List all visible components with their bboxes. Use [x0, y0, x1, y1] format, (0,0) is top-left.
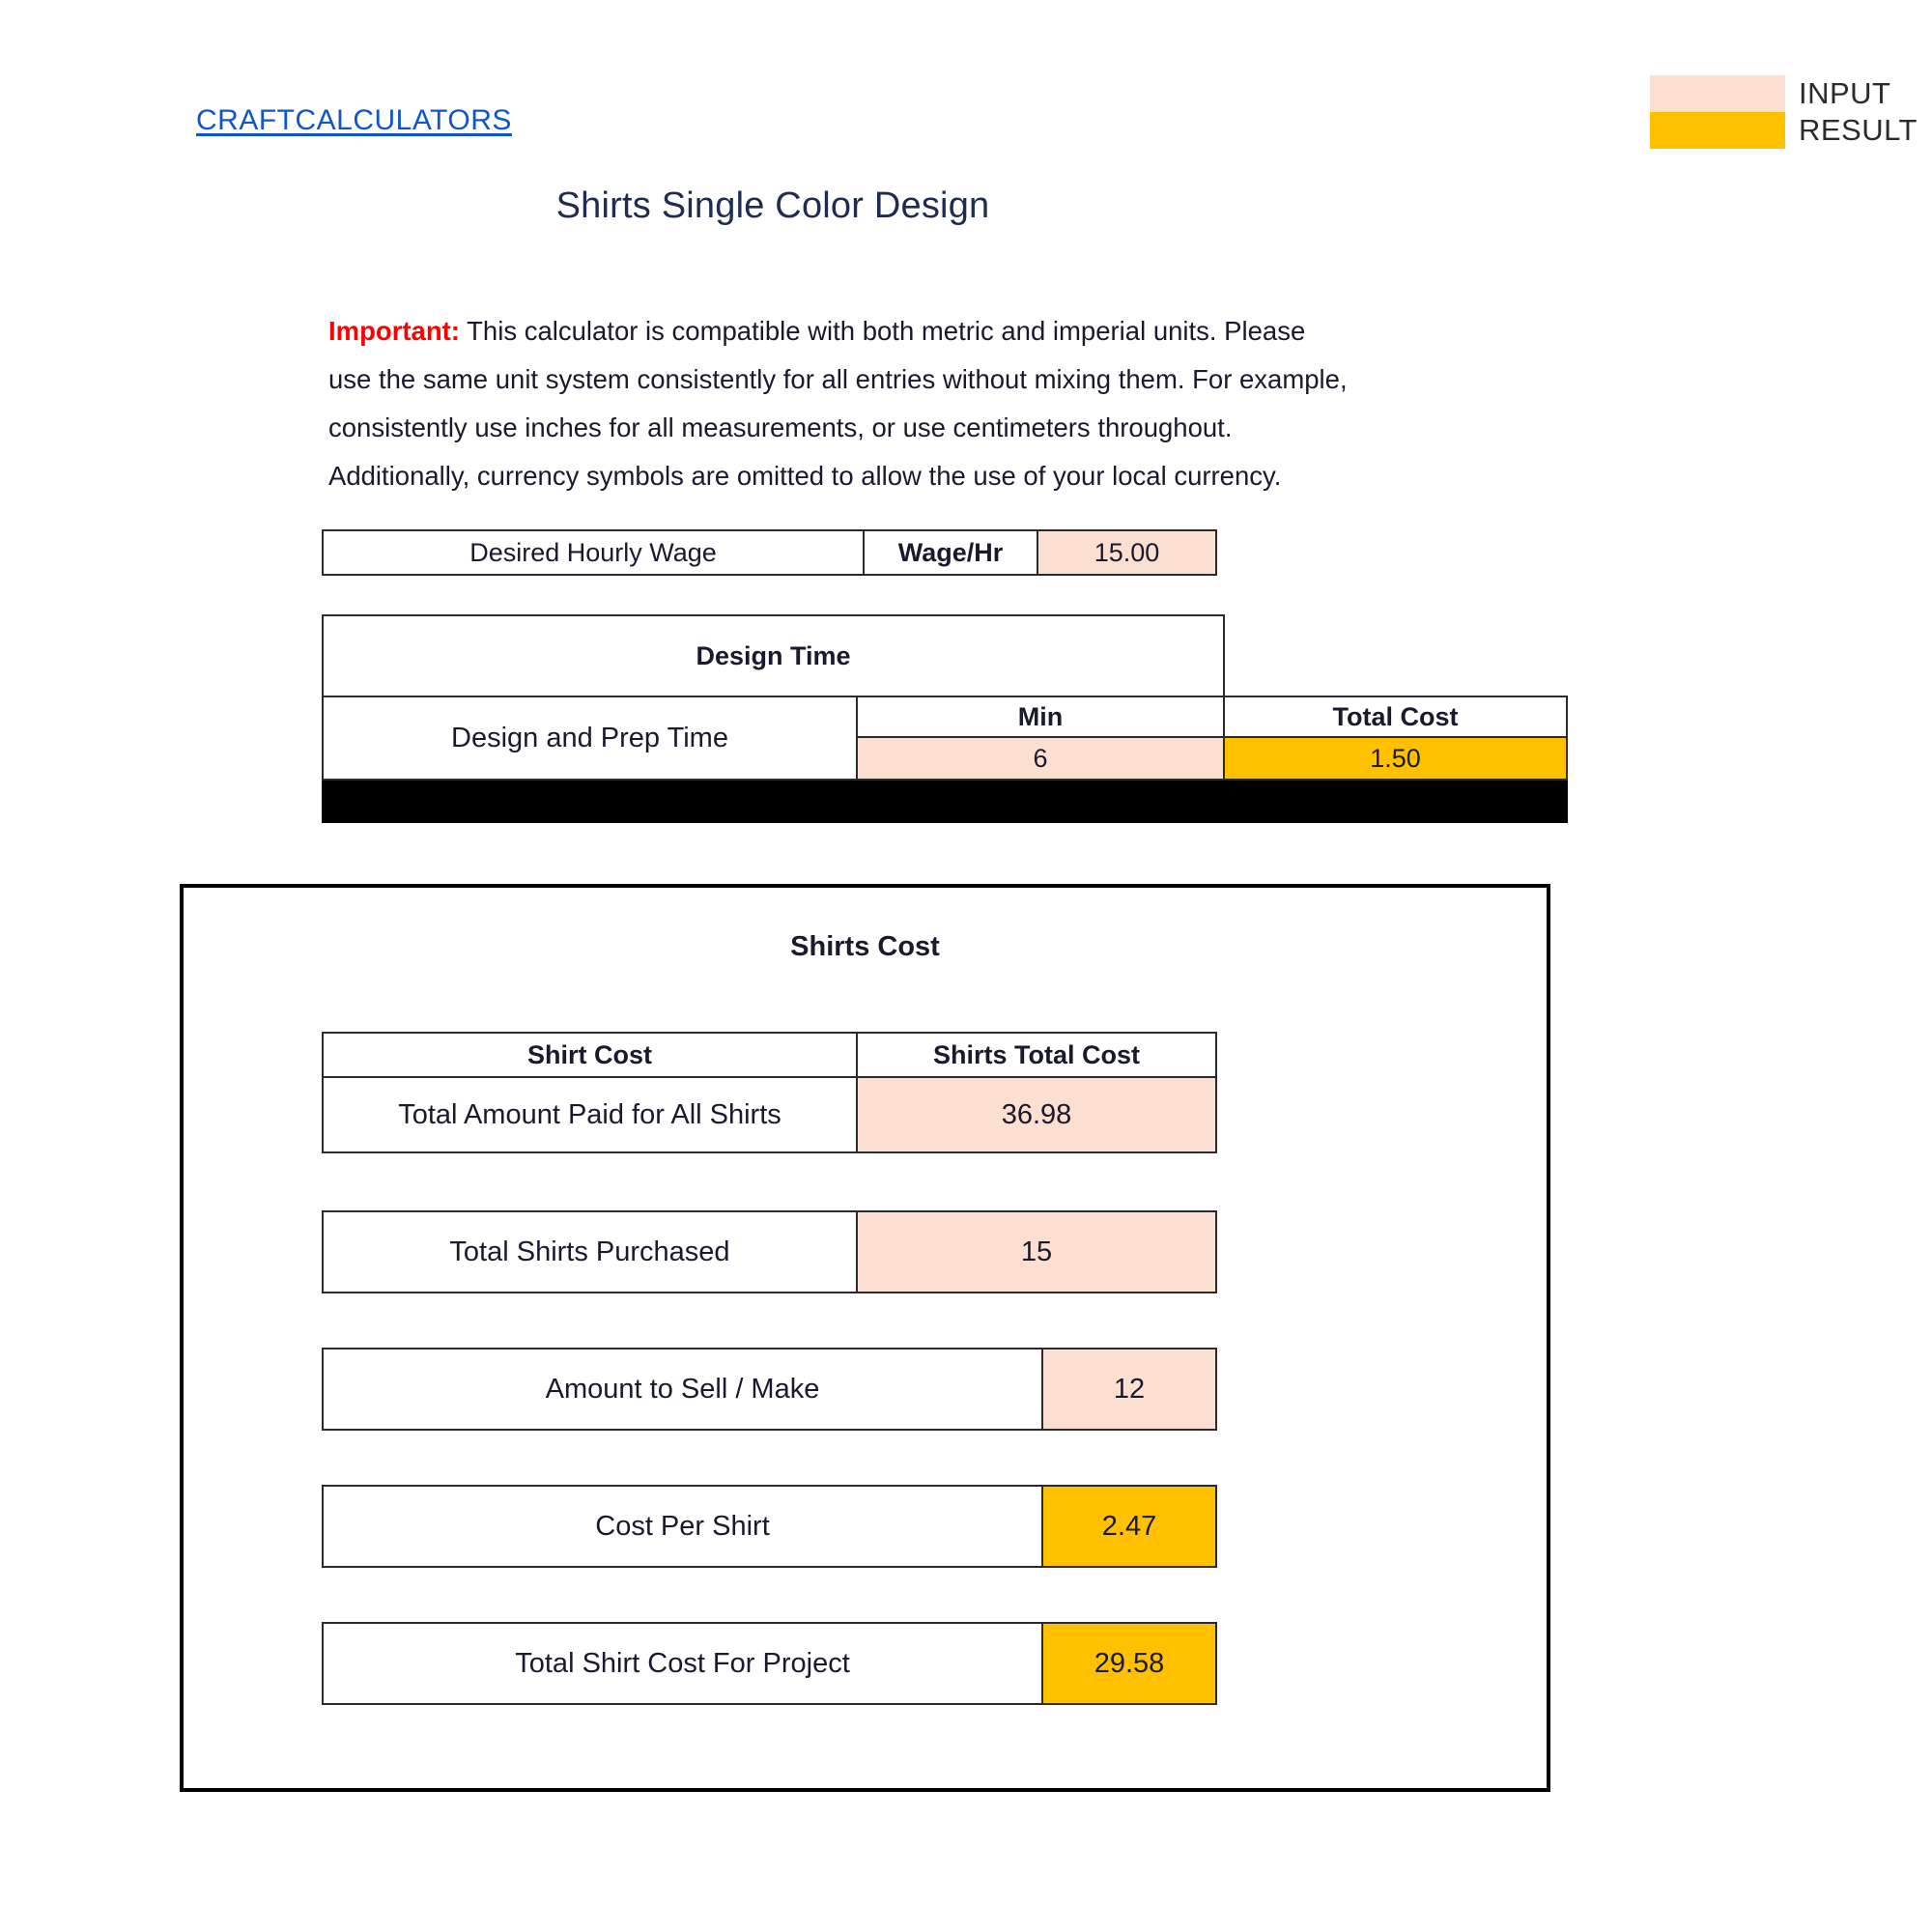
table-row — [323, 1211, 1216, 1293]
total-shirts-purchased-label: Total Shirts Purchased — [323, 1211, 857, 1293]
important-note — [328, 307, 1352, 500]
table-header-row — [323, 1033, 1216, 1077]
legend-label-input: INPUT — [1798, 76, 1891, 110]
design-time-header-row — [323, 615, 1567, 696]
design-time-col-min: Min — [857, 696, 1224, 737]
table-row — [323, 1077, 1216, 1152]
shirt-cost-header-right: Shirts Total Cost — [857, 1033, 1216, 1077]
design-time-table — [322, 614, 1568, 823]
amount-to-sell-make-input[interactable]: 12 — [1042, 1349, 1216, 1430]
brand-link[interactable]: CRAFTCALCULATORS — [196, 104, 512, 136]
wage-label-cell: Desired Hourly Wage — [323, 530, 864, 575]
wage-value-input[interactable]: 15.00 — [1037, 530, 1216, 575]
table-row — [323, 1623, 1216, 1704]
color-legend — [1650, 75, 1918, 149]
wage-unit-cell: Wage/Hr — [864, 530, 1037, 575]
design-time-section-title: Design Time — [323, 615, 1224, 696]
legend-row-input — [1650, 75, 1918, 112]
amount-to-sell-make-label: Amount to Sell / Make — [323, 1349, 1042, 1430]
total-amount-paid-input[interactable]: 36.98 — [857, 1077, 1216, 1152]
input-color-swatch — [1650, 75, 1785, 112]
table-row — [323, 1349, 1216, 1430]
table-row — [323, 1486, 1216, 1567]
shirts-cost-section-title: Shirts Cost — [790, 931, 940, 962]
important-flag: Important: — [328, 316, 460, 346]
shirt-cost-header-left: Shirt Cost — [323, 1033, 857, 1077]
total-shirts-purchased-table — [322, 1210, 1217, 1293]
total-shirt-cost-project-label: Total Shirt Cost For Project — [323, 1623, 1042, 1704]
design-time-subheader-row — [323, 696, 1567, 737]
cost-per-shirt-label: Cost Per Shirt — [323, 1486, 1042, 1567]
design-time-header-spacer — [1224, 615, 1567, 696]
result-color-swatch — [1650, 112, 1785, 149]
page-title: Shirts Single Color Design — [555, 185, 990, 226]
important-note-body: This calculator is compatible with both metric and imperial units. Please use the same unit system consistently for all entries without mixing them. For example, consistently use inches for all measurements, or use centimeters throughout. Additionally, currency symbols are omitted to allow the use of your local currency. — [328, 316, 1348, 491]
total-shirt-cost-for-project-table — [322, 1622, 1217, 1705]
design-time-min-input[interactable]: 6 — [857, 737, 1224, 780]
design-prep-time-label: Design and Prep Time — [323, 696, 857, 780]
total-amount-paid-label: Total Amount Paid for All Shirts — [323, 1077, 857, 1152]
design-time-black-bar-row — [323, 780, 1567, 822]
table-row — [323, 530, 1216, 575]
total-shirt-cost-project-result: 29.58 — [1042, 1623, 1216, 1704]
design-time-col-total-cost: Total Cost — [1224, 696, 1567, 737]
design-time-total-cost-result: 1.50 — [1224, 737, 1567, 780]
black-divider-bar — [323, 780, 1567, 822]
legend-label-result: RESULT — [1798, 113, 1918, 147]
legend-row-result — [1650, 112, 1918, 149]
total-shirts-purchased-input[interactable]: 15 — [857, 1211, 1216, 1293]
shirt-cost-table — [322, 1032, 1217, 1153]
cost-per-shirt-result: 2.47 — [1042, 1486, 1216, 1567]
amount-to-sell-make-table — [322, 1348, 1217, 1431]
cost-per-shirt-table — [322, 1485, 1217, 1568]
desired-hourly-wage-table — [322, 529, 1217, 576]
